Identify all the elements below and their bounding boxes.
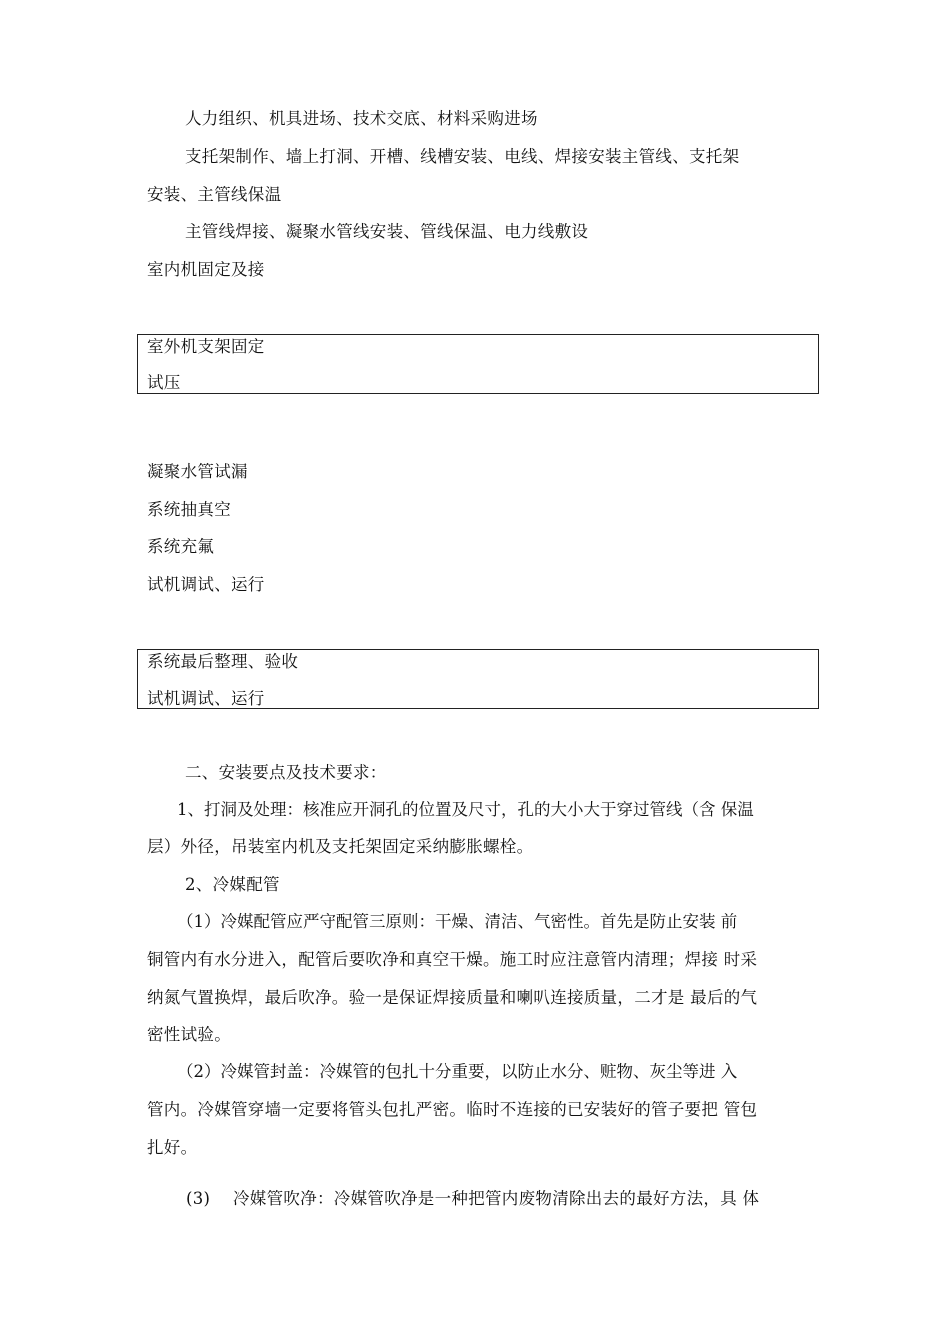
paragraph-principles-line1: （1）冷媒配管应严守配管三原则：干燥、清洁、气密性。首先是防止安装 前 (177, 912, 738, 931)
paragraph-drilling-line1: 1、打洞及处理：核准应开洞孔的位置及尺寸，孔的大小大于穿过管线（含 保温 (177, 800, 754, 819)
paragraph-sealing-line3: 扎好。 (147, 1138, 198, 1157)
flow-box2-line1: 系统最后整理、验收 (147, 652, 299, 671)
flow-step-support-line2: 安装、主管线保温 (147, 185, 282, 204)
flow-step-support-line1: 支托架制作、墙上打洞、开槽、线槽安装、电线、焊接安装主管线、支托架 (185, 147, 740, 166)
paragraph-sealing-line1: （2）冷媒管封盖：冷媒管的包扎十分重要，以防止水分、赃物、灰尘等进 入 (177, 1062, 738, 1081)
subheading-refrigerant-piping: 2、冷媒配管 (185, 875, 280, 894)
paragraph-purge-number: (3) (186, 1189, 211, 1208)
flow-step-main-pipe: 主管线焊接、凝聚水管线安装、管线保温、电力线敷设 (185, 222, 589, 241)
paragraph-principles-line4: 密性试验。 (147, 1025, 231, 1044)
paragraph-principles-line3: 纳氮气置换焊，最后吹净。验一是保证焊接质量和喇叭连接质量，二才是 最后的气 (147, 988, 758, 1007)
flow-step-vacuum: 系统抽真空 (147, 500, 231, 519)
paragraph-sealing-line2: 管内。冷媒管穿墙一定要将管头包扎严密。临时不连接的已安装好的管子要把 管包 (147, 1100, 758, 1119)
paragraph-drilling-line2: 层）外径，吊装室内机及支托架固定采纳膨胀螺栓。 (147, 837, 534, 856)
flow-step-indoor-unit: 室内机固定及接 (147, 260, 265, 279)
flow-step-trial-run: 试机调试、运行 (147, 575, 265, 594)
flow-step-refrigerant: 系统充氟 (147, 537, 215, 556)
paragraph-purge-line1: 冷媒管吹净：冷媒管吹净是一种把管内废物清除出去的最好方法，具 体 (233, 1189, 760, 1208)
flow-box1-line1: 室外机支架固定 (147, 337, 265, 356)
paragraph-principles-line2: 铜管内有水分进入，配管后要吹净和真空干燥。施工时应注意管内清理；焊接 时采 (147, 950, 758, 969)
section-heading: 二、安装要点及技术要求： (185, 763, 387, 782)
flow-step-preparation: 人力组织、机具进场、技术交底、材料采购进场 (185, 109, 538, 128)
flow-box2-line2: 试机调试、运行 (147, 689, 265, 708)
flow-box1-line2: 试压 (147, 373, 181, 392)
flow-step-leak-test: 凝聚水管试漏 (147, 462, 248, 481)
